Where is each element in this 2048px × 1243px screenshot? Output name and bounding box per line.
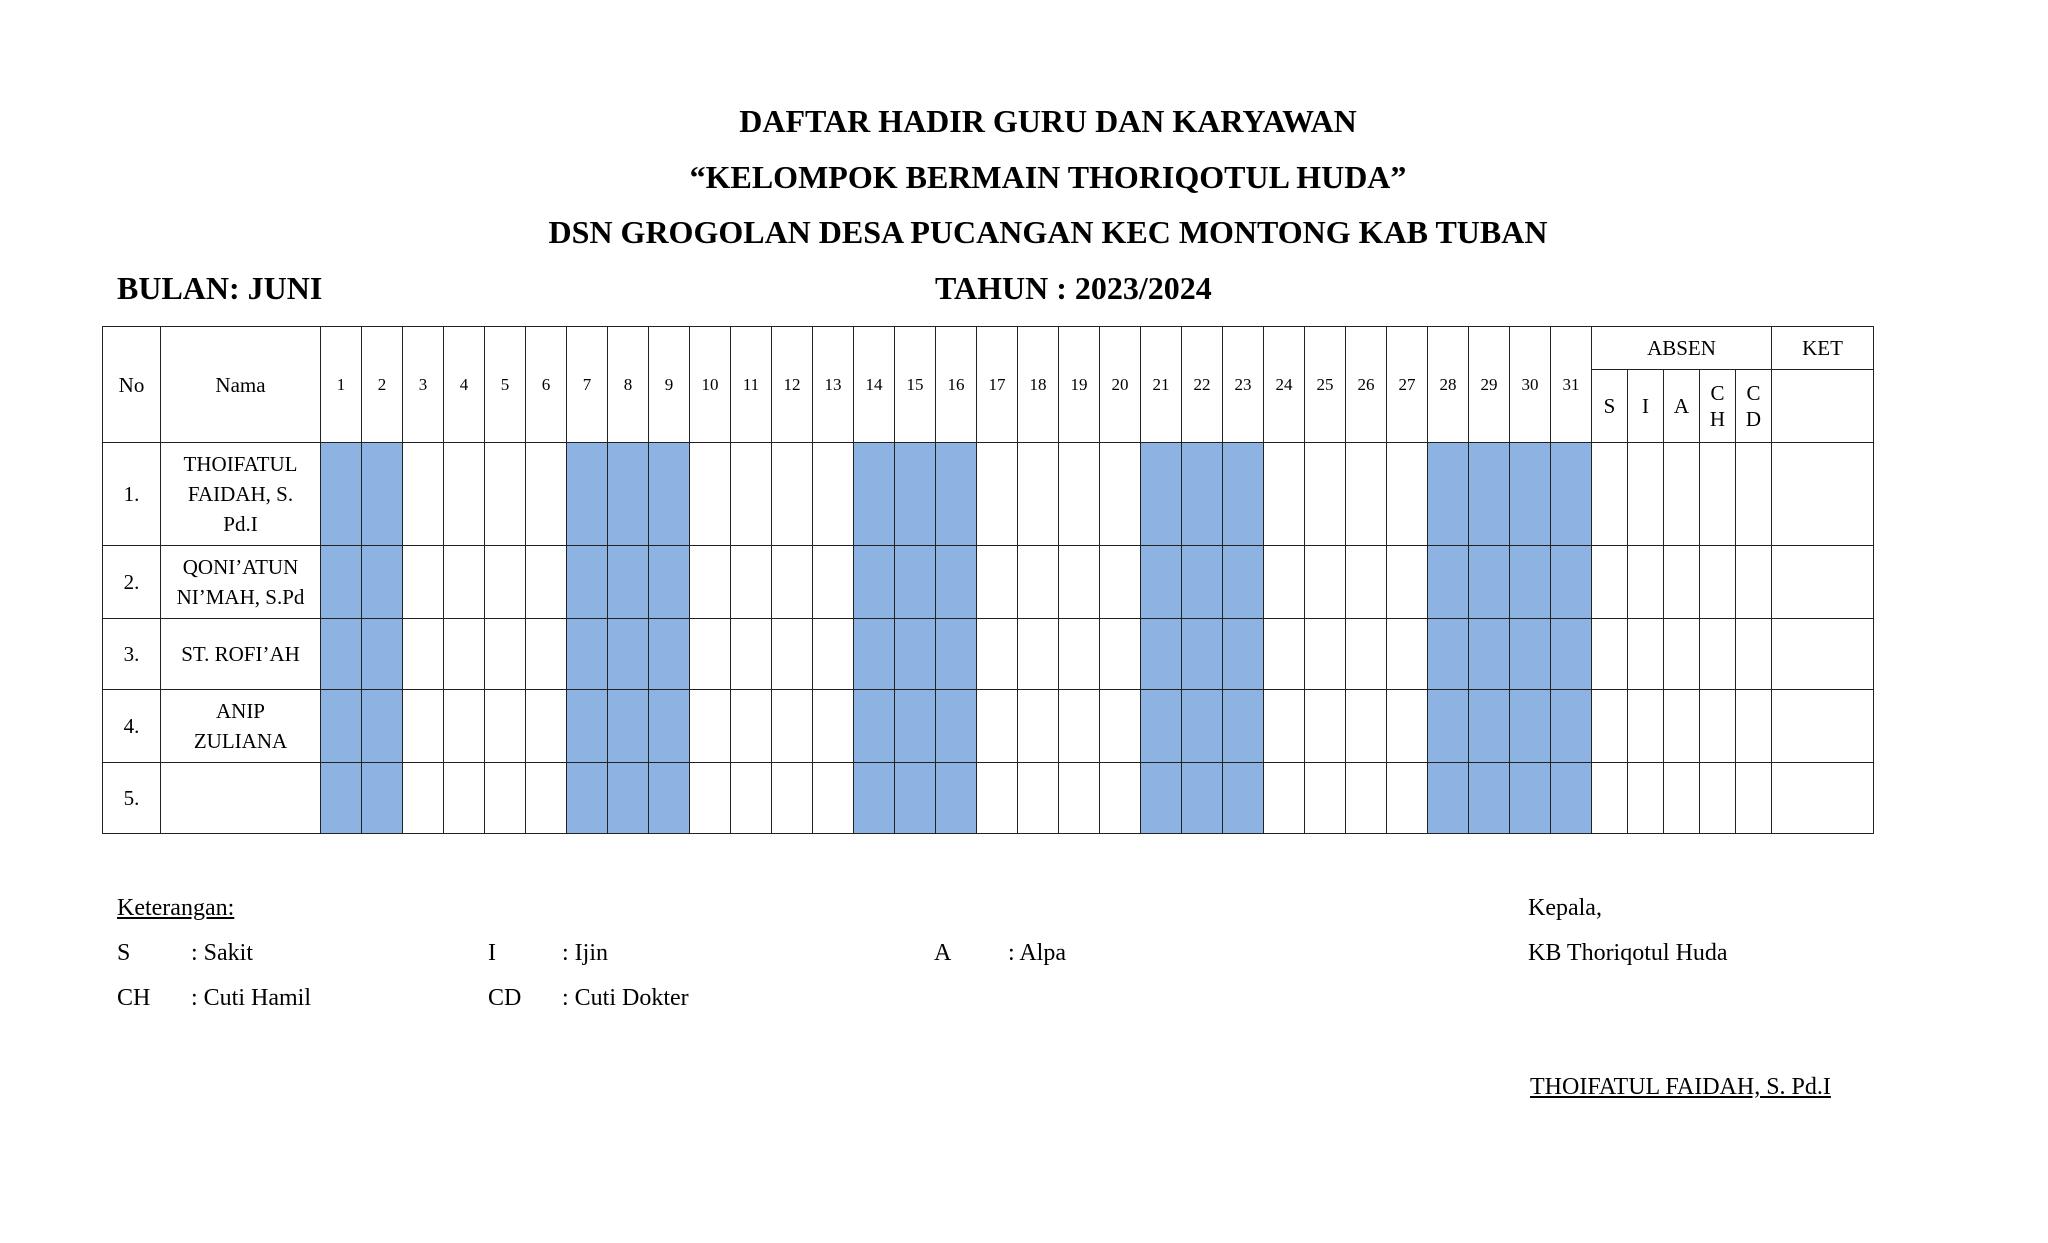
day-cell: [813, 546, 854, 619]
header-day: 20: [1100, 327, 1141, 443]
absen-cell: [1736, 690, 1772, 763]
header-day: 30: [1510, 327, 1551, 443]
absen-cell: [1664, 619, 1700, 690]
day-cell: [1346, 690, 1387, 763]
header-day: 31: [1551, 327, 1592, 443]
day-cell: [1387, 443, 1428, 546]
absen-cell: [1628, 443, 1664, 546]
day-cell-holiday: [608, 546, 649, 619]
day-cell-holiday: [567, 763, 608, 834]
day-cell-holiday: [649, 763, 690, 834]
row-name: [161, 546, 321, 619]
header-day: 6: [526, 327, 567, 443]
day-cell: [403, 763, 444, 834]
day-cell-holiday: [1223, 443, 1264, 546]
day-cell-holiday: [1469, 763, 1510, 834]
day-cell: [1305, 443, 1346, 546]
day-cell-holiday: [1469, 546, 1510, 619]
day-cell-holiday: [1469, 443, 1510, 546]
day-cell: [1018, 763, 1059, 834]
day-cell: [813, 443, 854, 546]
day-cell-holiday: [854, 763, 895, 834]
absen-cell: [1700, 443, 1736, 546]
day-cell: [485, 619, 526, 690]
absen-cell: [1592, 690, 1628, 763]
absen-cell: [1628, 690, 1664, 763]
absen-code-line1: C: [1710, 381, 1725, 405]
header-day: 12: [772, 327, 813, 443]
header-absen-code: [1664, 370, 1700, 443]
day-cell-holiday: [936, 546, 977, 619]
absen-cell: [1664, 546, 1700, 619]
day-cell-holiday: [1510, 763, 1551, 834]
day-cell-holiday: [1510, 690, 1551, 763]
absen-cell: [1700, 619, 1736, 690]
absen-code-line1: C: [1746, 381, 1761, 405]
day-cell-holiday: [649, 443, 690, 546]
day-cell: [1346, 443, 1387, 546]
day-cell: [813, 690, 854, 763]
day-cell: [485, 763, 526, 834]
day-cell-holiday: [1223, 546, 1264, 619]
header-day: 29: [1469, 327, 1510, 443]
day-cell: [403, 443, 444, 546]
legend-heading: Keterangan:: [117, 895, 235, 921]
day-cell: [1018, 619, 1059, 690]
day-cell: [977, 690, 1018, 763]
table-row: [103, 690, 1874, 763]
day-cell-holiday: [567, 546, 608, 619]
day-cell-holiday: [1223, 619, 1264, 690]
day-cell-holiday: [608, 443, 649, 546]
signature-name: THOIFATUL FAIDAH, S. Pd.I: [1530, 1074, 1831, 1100]
day-cell-holiday: [895, 763, 936, 834]
day-cell-holiday: [1469, 690, 1510, 763]
school-address: DSN GROGOLAN DESA PUCANGAN KEC MONTONG KAB TUBAN: [548, 214, 1548, 250]
header-day: 15: [895, 327, 936, 443]
day-cell-holiday: [1510, 619, 1551, 690]
day-cell: [1059, 546, 1100, 619]
header-day: 19: [1059, 327, 1100, 443]
header-no: No: [103, 327, 161, 443]
row-name-line: QONI’ATUN: [182, 555, 299, 579]
day-cell: [1264, 690, 1305, 763]
day-cell: [1100, 443, 1141, 546]
day-cell: [526, 763, 567, 834]
legend-code-s: S: [117, 940, 131, 966]
absen-cell: [1592, 763, 1628, 834]
legend-desc-a: : Alpa: [1008, 940, 1066, 966]
day-cell: [1100, 546, 1141, 619]
day-cell-holiday: [895, 619, 936, 690]
day-cell-holiday: [1510, 443, 1551, 546]
table-row: [103, 546, 1874, 619]
day-cell-holiday: [1428, 763, 1469, 834]
row-number: 5.: [103, 763, 161, 834]
day-cell: [690, 619, 731, 690]
day-cell: [526, 443, 567, 546]
absen-cell: [1736, 546, 1772, 619]
legend-desc-ch: : Cuti Hamil: [191, 985, 311, 1011]
day-cell-holiday: [1182, 443, 1223, 546]
day-cell-holiday: [1428, 690, 1469, 763]
day-cell: [977, 443, 1018, 546]
absen-cell: [1700, 546, 1736, 619]
day-cell: [1018, 690, 1059, 763]
day-cell: [403, 690, 444, 763]
day-cell-holiday: [321, 763, 362, 834]
row-name-line: FAIDAH, S.: [187, 482, 294, 506]
month-label: BULAN: JUNI: [117, 270, 323, 306]
day-cell: [1305, 546, 1346, 619]
year-label: TAHUN : 2023/2024: [935, 270, 1212, 306]
absen-code-line2: D: [1745, 407, 1762, 431]
ket-cell: [1772, 619, 1874, 690]
header-day: 18: [1018, 327, 1059, 443]
row-name-line: Pd.I: [223, 512, 258, 536]
header-absen-code: [1700, 370, 1736, 443]
absen-cell: [1700, 763, 1736, 834]
header-day: 5: [485, 327, 526, 443]
day-cell-holiday: [1551, 443, 1592, 546]
header-day: 13: [813, 327, 854, 443]
day-cell-holiday: [1551, 763, 1592, 834]
day-cell: [977, 763, 1018, 834]
day-cell: [485, 546, 526, 619]
day-cell: [772, 443, 813, 546]
absen-cell: [1664, 763, 1700, 834]
day-cell: [731, 443, 772, 546]
day-cell-holiday: [608, 619, 649, 690]
day-cell: [1305, 619, 1346, 690]
day-cell: [690, 690, 731, 763]
day-cell-holiday: [1428, 546, 1469, 619]
day-cell: [1346, 619, 1387, 690]
row-name-line: ANIP: [215, 699, 265, 723]
absen-code-line1: A: [1673, 394, 1690, 418]
day-cell: [1346, 546, 1387, 619]
day-cell-holiday: [608, 690, 649, 763]
day-cell-holiday: [1551, 546, 1592, 619]
absen-cell: [1628, 763, 1664, 834]
legend-desc-cd: : Cuti Dokter: [562, 985, 689, 1011]
day-cell: [772, 763, 813, 834]
table-row: [103, 443, 1874, 546]
day-cell-holiday: [936, 690, 977, 763]
absen-cell: [1592, 443, 1628, 546]
day-cell: [526, 690, 567, 763]
header-absen-code: [1736, 370, 1772, 443]
day-cell-holiday: [649, 619, 690, 690]
day-cell: [1059, 619, 1100, 690]
header-day: 26: [1346, 327, 1387, 443]
day-cell: [731, 690, 772, 763]
absen-code-line1: S: [1603, 394, 1616, 418]
day-cell-holiday: [854, 443, 895, 546]
day-cell-holiday: [1469, 619, 1510, 690]
day-cell: [444, 443, 485, 546]
attendance-table: [102, 326, 1874, 834]
day-cell-holiday: [1141, 690, 1182, 763]
header-day: 2: [362, 327, 403, 443]
absen-code-line2: H: [1709, 407, 1726, 431]
day-cell-holiday: [321, 619, 362, 690]
row-name: [161, 619, 321, 690]
table-row: [103, 619, 1874, 690]
header-ket: KET: [1772, 327, 1874, 370]
legend-code-i: I: [488, 940, 496, 966]
day-cell: [690, 443, 731, 546]
day-cell: [526, 546, 567, 619]
header-day: 11: [731, 327, 772, 443]
absen-code-line1: I: [1642, 394, 1649, 418]
day-cell-holiday: [1141, 546, 1182, 619]
header-day: 1: [321, 327, 362, 443]
day-cell: [485, 690, 526, 763]
day-cell: [690, 546, 731, 619]
day-cell: [690, 763, 731, 834]
legend-desc-s: : Sakit: [191, 940, 254, 966]
day-cell: [444, 763, 485, 834]
day-cell: [1387, 690, 1428, 763]
day-cell-holiday: [321, 690, 362, 763]
day-cell: [403, 546, 444, 619]
day-cell-holiday: [895, 690, 936, 763]
day-cell: [772, 690, 813, 763]
absen-cell: [1664, 690, 1700, 763]
header-day: 16: [936, 327, 977, 443]
day-cell: [977, 546, 1018, 619]
day-cell-holiday: [567, 690, 608, 763]
day-cell: [1264, 546, 1305, 619]
header-day: 28: [1428, 327, 1469, 443]
signature-title: Kepala,: [1528, 895, 1602, 921]
header-day: 21: [1141, 327, 1182, 443]
row-number: 3.: [103, 619, 161, 690]
absen-cell: [1628, 546, 1664, 619]
day-cell-holiday: [895, 546, 936, 619]
day-cell: [977, 619, 1018, 690]
day-cell: [1387, 619, 1428, 690]
header-day: 7: [567, 327, 608, 443]
header-nama: Nama: [161, 327, 321, 443]
day-cell-holiday: [608, 763, 649, 834]
day-cell-holiday: [936, 619, 977, 690]
day-cell: [772, 619, 813, 690]
day-cell: [444, 619, 485, 690]
document-title: DAFTAR HADIR GURU DAN KARYAWAN: [739, 103, 1357, 139]
header-day: 25: [1305, 327, 1346, 443]
day-cell: [772, 546, 813, 619]
day-cell-holiday: [321, 443, 362, 546]
day-cell: [1387, 546, 1428, 619]
day-cell-holiday: [362, 619, 403, 690]
day-cell: [1018, 546, 1059, 619]
day-cell-holiday: [1551, 619, 1592, 690]
day-cell-holiday: [1141, 619, 1182, 690]
day-cell: [731, 546, 772, 619]
ket-cell: [1772, 690, 1874, 763]
day-cell: [1100, 690, 1141, 763]
header-absen: ABSEN: [1592, 327, 1772, 370]
day-cell-holiday: [1141, 763, 1182, 834]
day-cell-holiday: [1182, 690, 1223, 763]
day-cell-holiday: [1551, 690, 1592, 763]
header-day: 17: [977, 327, 1018, 443]
header-day: 14: [854, 327, 895, 443]
row-number: 1.: [103, 443, 161, 546]
day-cell: [1018, 443, 1059, 546]
day-cell-holiday: [1428, 443, 1469, 546]
absen-cell: [1736, 443, 1772, 546]
day-cell-holiday: [936, 763, 977, 834]
header-day: 9: [649, 327, 690, 443]
row-name: [161, 443, 321, 546]
legend-code-a: A: [934, 940, 952, 966]
day-cell: [444, 690, 485, 763]
day-cell: [1059, 443, 1100, 546]
day-cell: [1059, 690, 1100, 763]
legend-desc-i: : Ijin: [562, 940, 608, 966]
day-cell-holiday: [567, 443, 608, 546]
row-name-line: ST. ROFI’AH: [181, 642, 300, 666]
day-cell-holiday: [1141, 443, 1182, 546]
day-cell-holiday: [895, 443, 936, 546]
absen-cell: [1592, 546, 1628, 619]
day-cell: [1264, 619, 1305, 690]
ket-cell: [1772, 443, 1874, 546]
absen-cell: [1736, 763, 1772, 834]
row-name: [161, 763, 321, 834]
day-cell: [1264, 763, 1305, 834]
absen-cell: [1628, 619, 1664, 690]
header-day: 8: [608, 327, 649, 443]
day-cell-holiday: [362, 443, 403, 546]
day-cell-holiday: [1182, 546, 1223, 619]
day-cell-holiday: [1223, 690, 1264, 763]
legend-code-ch: CH: [117, 985, 151, 1011]
header-day: 3: [403, 327, 444, 443]
day-cell-holiday: [936, 443, 977, 546]
day-cell: [1059, 763, 1100, 834]
day-cell-holiday: [1182, 619, 1223, 690]
day-cell: [1305, 690, 1346, 763]
legend-code-cd: CD: [488, 985, 522, 1011]
header-day: 27: [1387, 327, 1428, 443]
header-ket-blank: [1772, 370, 1874, 443]
header-day: 10: [690, 327, 731, 443]
day-cell: [1305, 763, 1346, 834]
day-cell-holiday: [1182, 763, 1223, 834]
absen-cell: [1736, 619, 1772, 690]
day-cell: [731, 763, 772, 834]
day-cell-holiday: [649, 546, 690, 619]
header-day: 22: [1182, 327, 1223, 443]
day-cell: [1100, 619, 1141, 690]
signature-institution: KB Thoriqotul Huda: [1528, 940, 1728, 966]
day-cell: [731, 619, 772, 690]
header-day: 23: [1223, 327, 1264, 443]
day-cell: [1264, 443, 1305, 546]
row-number: 2.: [103, 546, 161, 619]
ket-cell: [1772, 546, 1874, 619]
header-day: 4: [444, 327, 485, 443]
day-cell-holiday: [567, 619, 608, 690]
day-cell-holiday: [854, 690, 895, 763]
absen-cell: [1592, 619, 1628, 690]
day-cell-holiday: [1428, 619, 1469, 690]
header-day: 24: [1264, 327, 1305, 443]
row-name-line: ZULIANA: [193, 729, 288, 753]
day-cell: [813, 763, 854, 834]
row-name-line: NI’MAH, S.Pd: [176, 585, 305, 609]
day-cell-holiday: [854, 619, 895, 690]
day-cell: [1346, 763, 1387, 834]
row-name-line: THOIFATUL: [183, 452, 298, 476]
absen-cell: [1700, 690, 1736, 763]
day-cell-holiday: [362, 690, 403, 763]
day-cell: [485, 443, 526, 546]
table-row: [103, 763, 1874, 834]
day-cell: [1387, 763, 1428, 834]
header-absen-code: [1628, 370, 1664, 443]
school-name: “KELOMPOK BERMAIN THORIQOTUL HUDA”: [689, 159, 1407, 195]
day-cell: [526, 619, 567, 690]
row-name: [161, 690, 321, 763]
day-cell-holiday: [854, 546, 895, 619]
absen-cell: [1664, 443, 1700, 546]
day-cell-holiday: [362, 763, 403, 834]
day-cell: [444, 546, 485, 619]
day-cell-holiday: [1510, 546, 1551, 619]
header-absen-code: [1592, 370, 1628, 443]
day-cell-holiday: [321, 546, 362, 619]
day-cell: [1100, 763, 1141, 834]
day-cell-holiday: [362, 546, 403, 619]
day-cell: [403, 619, 444, 690]
day-cell-holiday: [649, 690, 690, 763]
ket-cell: [1772, 763, 1874, 834]
row-number: 4.: [103, 690, 161, 763]
day-cell: [813, 619, 854, 690]
day-cell-holiday: [1223, 763, 1264, 834]
